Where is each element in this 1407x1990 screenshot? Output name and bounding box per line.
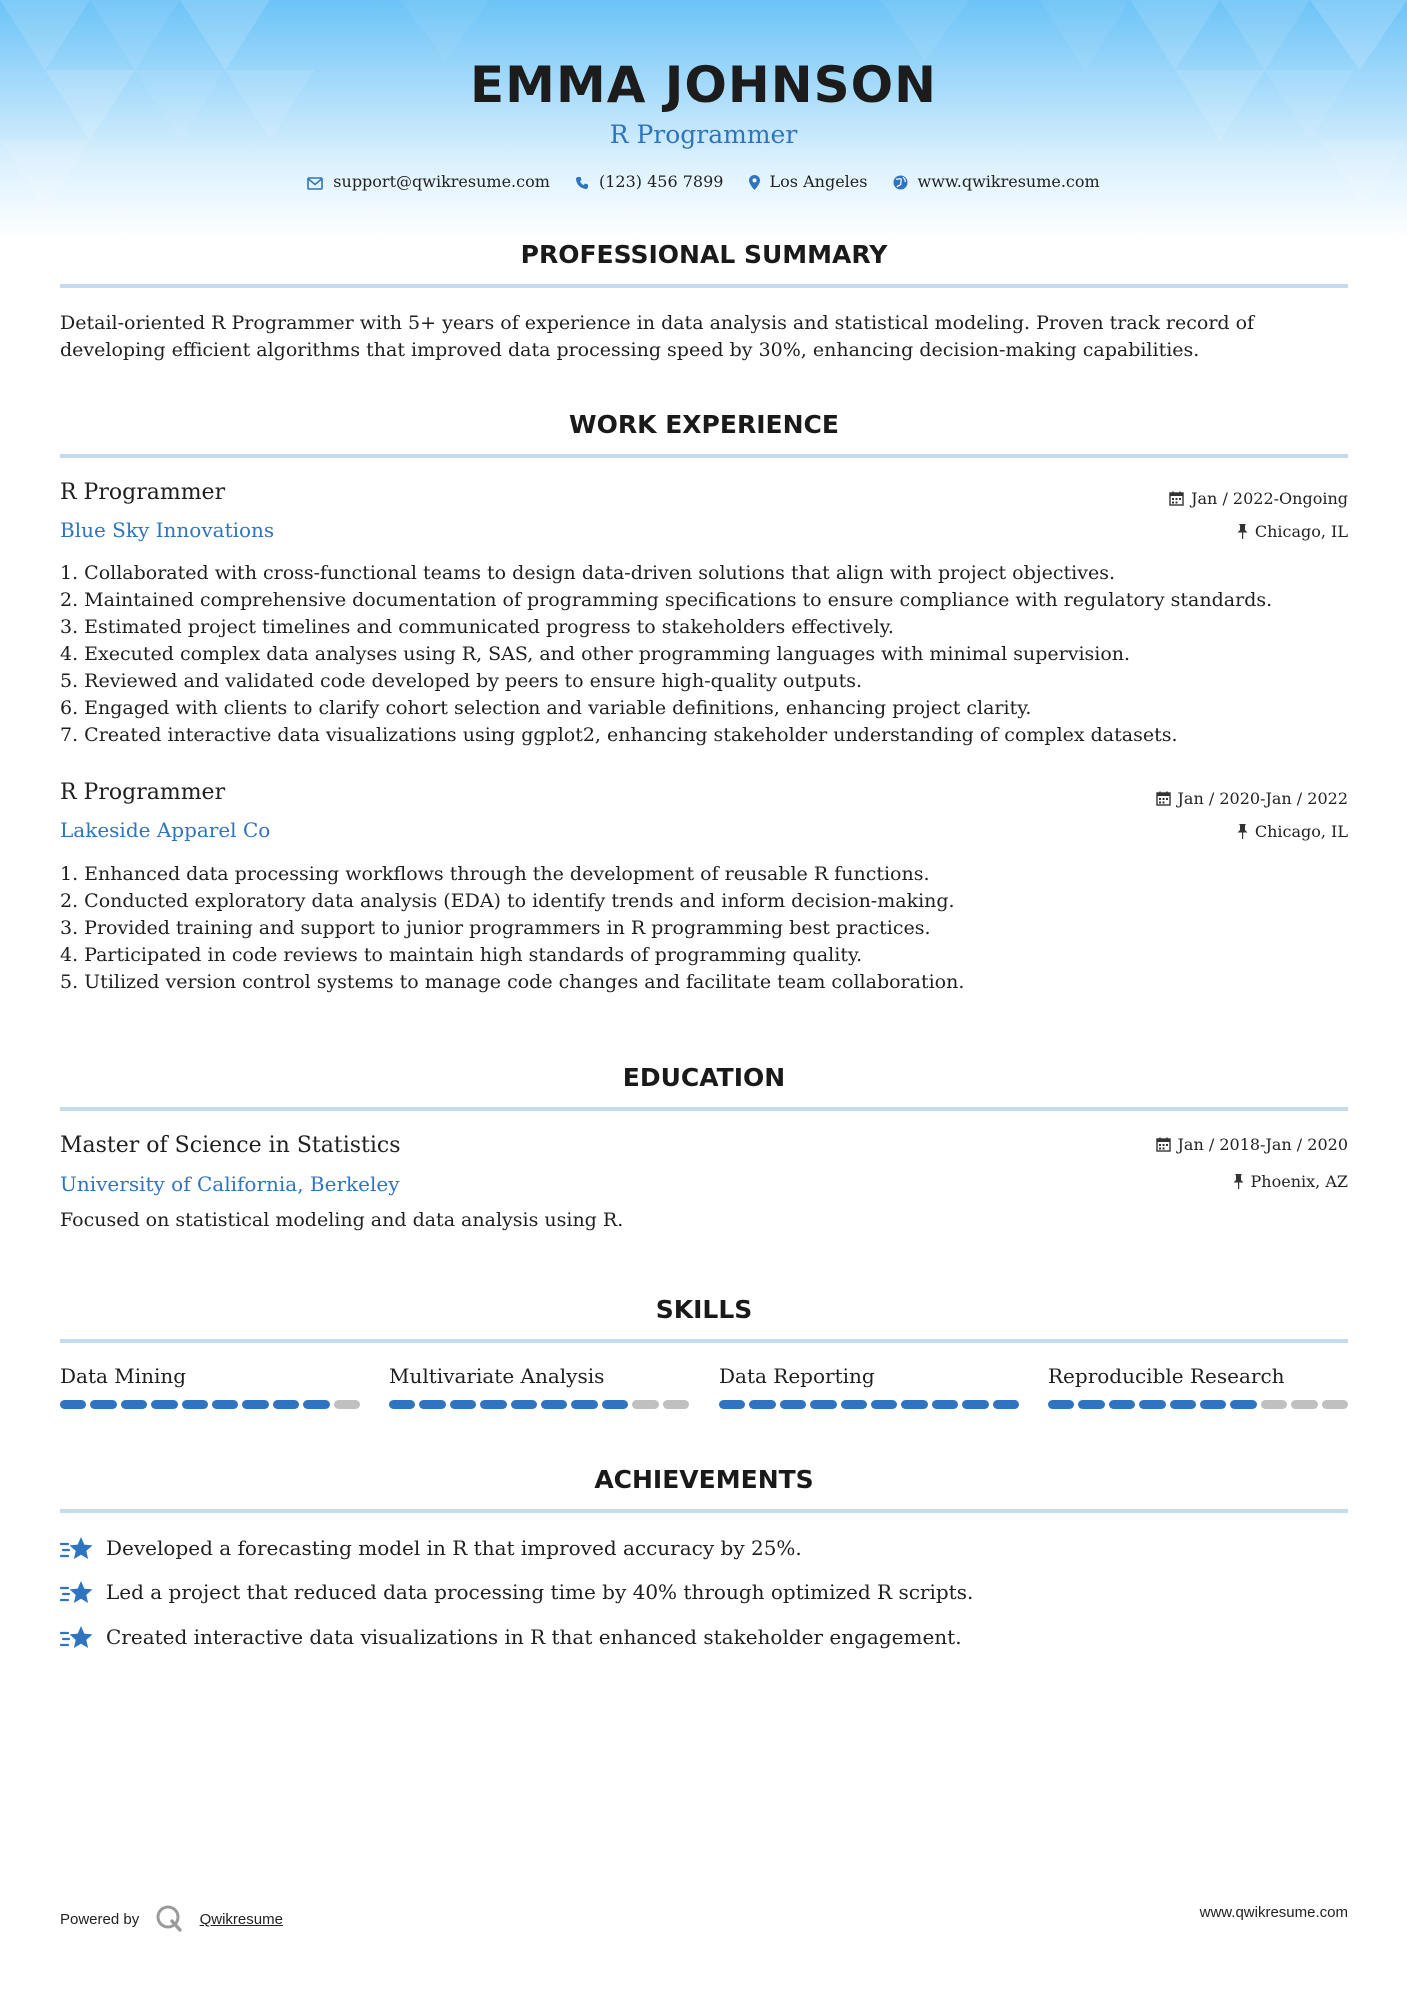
achievements-heading: ACHIEVEMENTS	[594, 1465, 814, 1494]
star-icon	[60, 1579, 94, 1612]
skill-segment-filled	[389, 1400, 415, 1409]
contact-email-text: support@qwikresume.com	[333, 172, 550, 191]
list-item: 5. Utilized version control systems to manage code changes and facilitate team collaboration.	[60, 971, 965, 993]
skill-segment-empty	[1322, 1400, 1348, 1409]
education-description: Focused on statistical modeling and data analysis using R.	[60, 1209, 624, 1231]
job-dates-text: Jan / 2020-Jan / 2022	[1177, 789, 1348, 808]
star-icon	[60, 1535, 94, 1568]
contact-phone-text: (123) 456 7899	[598, 172, 724, 191]
experience-divider	[60, 454, 1348, 458]
skill-segment-filled	[810, 1400, 836, 1409]
skill-label: Data Reporting	[719, 1364, 875, 1388]
skill-item	[60, 1364, 360, 1409]
pushpin-icon	[1237, 824, 1248, 843]
education-dates-text: Jan / 2018-Jan / 2020	[1177, 1135, 1348, 1154]
job-company: Lakeside Apparel Co	[60, 818, 271, 842]
job-location-text: Chicago, IL	[1254, 522, 1348, 541]
skill-segment-filled	[212, 1400, 238, 1409]
experience-heading: WORK EXPERIENCE	[569, 410, 839, 439]
skill-segment-filled	[60, 1400, 86, 1409]
list-item: 1. Collaborated with cross-functional teams to design data-driven solutions that align with project objectives.	[60, 562, 1116, 584]
skill-segment-filled	[993, 1400, 1019, 1409]
skill-segment-filled	[419, 1400, 445, 1409]
skill-segment-empty	[1261, 1400, 1287, 1409]
skill-segment-filled	[1078, 1400, 1104, 1409]
skill-segment-empty	[334, 1400, 360, 1409]
job-location	[1237, 822, 1348, 843]
list-item: 3. Provided training and support to junior programmers in R programming best practices.	[60, 917, 931, 939]
skill-segment-filled	[1048, 1400, 1074, 1409]
list-item: 7. Created interactive data visualizations using ggplot2, enhancing stakeholder understanding of complex datasets.	[60, 724, 1178, 746]
skill-level-bar	[60, 1400, 360, 1409]
job-bullet-list	[60, 560, 1360, 749]
list-item: 3. Estimated project timelines and communicated progress to stakeholders effectively.	[60, 616, 894, 638]
list-item: 2. Maintained comprehensive documentation of programming specifications to ensure compliance with regulatory standards.	[60, 589, 1273, 611]
achievement-item	[60, 1579, 1348, 1612]
skill-segment-filled	[871, 1400, 897, 1409]
calendar-icon	[1169, 491, 1184, 510]
star-icon	[60, 1624, 94, 1657]
job-title: R Programmer	[60, 480, 226, 505]
education-degree: Master of Science in Statistics	[60, 1133, 401, 1158]
job-bullet-list	[60, 861, 1360, 996]
contact-location-text: Los Angeles	[769, 172, 868, 191]
achievement-text: Led a project that reduced data processing time by 40% through optimized R scripts.	[106, 1580, 974, 1604]
skill-segment-filled	[932, 1400, 958, 1409]
job-location	[1237, 522, 1348, 543]
contact-email[interactable]	[307, 172, 550, 194]
list-item: 2. Conducted exploratory data analysis (EDA) to identify trends and inform decision-making.	[60, 890, 955, 912]
job-location-text: Chicago, IL	[1254, 822, 1348, 841]
skill-segment-filled	[242, 1400, 268, 1409]
skill-item	[719, 1364, 1019, 1409]
achievement-item	[60, 1535, 1348, 1568]
skill-segment-filled	[1200, 1400, 1226, 1409]
education-school: University of California, Berkeley	[60, 1172, 400, 1196]
footer-powered-by	[60, 1904, 283, 1936]
contact-website[interactable]	[893, 172, 1100, 194]
summary-text: Detail-oriented R Programmer with 5+ years of experience in data analysis and statistical modeling. Proven track record of developing efficient algorithms that improved data processing speed by 30%, enhancing decision-making capabilities.	[60, 312, 1255, 361]
achievement-text: Developed a forecasting model in R that improved accuracy by 25%.	[106, 1536, 802, 1560]
skill-segment-filled	[1230, 1400, 1256, 1409]
map-marker-icon	[749, 175, 760, 194]
job-title: R Programmer	[60, 780, 226, 805]
job-dates	[1169, 489, 1348, 510]
calendar-icon	[1156, 1137, 1171, 1156]
skill-segment-filled	[1139, 1400, 1165, 1409]
list-item: 6. Engaged with clients to clarify cohort selection and variable definitions, enhancing project clarity.	[60, 697, 1032, 719]
candidate-role: R Programmer	[609, 120, 798, 149]
education-dates	[1156, 1135, 1348, 1156]
job-dates	[1156, 789, 1348, 810]
contact-phone[interactable]	[575, 172, 723, 194]
skill-segment-filled	[901, 1400, 927, 1409]
skill-segment-filled	[719, 1400, 745, 1409]
summary-heading: PROFESSIONAL SUMMARY	[520, 240, 888, 269]
skill-segment-filled	[602, 1400, 628, 1409]
qwikresume-link[interactable]: Qwikresume	[199, 1911, 283, 1928]
pushpin-icon	[1233, 1174, 1244, 1193]
skill-segment-filled	[303, 1400, 329, 1409]
skill-segment-empty	[1291, 1400, 1317, 1409]
skill-segment-filled	[541, 1400, 567, 1409]
skill-segment-filled	[273, 1400, 299, 1409]
powered-by-label: Powered by	[60, 1911, 140, 1928]
list-item: 1. Enhanced data processing workflows through the development of reusable R functions.	[60, 863, 930, 885]
skills-divider	[60, 1339, 1348, 1343]
skill-item	[389, 1364, 689, 1409]
contact-website-text: www.qwikresume.com	[917, 172, 1100, 191]
skill-segment-filled	[450, 1400, 476, 1409]
skill-segment-filled	[121, 1400, 147, 1409]
footer-website[interactable]: www.qwikresume.com	[1199, 1904, 1348, 1921]
skill-segment-filled	[749, 1400, 775, 1409]
skill-segment-filled	[480, 1400, 506, 1409]
education-location	[1233, 1172, 1348, 1193]
skill-label: Multivariate Analysis	[389, 1364, 605, 1388]
skill-label: Reproducible Research	[1048, 1364, 1285, 1388]
skills-heading: SKILLS	[655, 1295, 753, 1324]
summary-divider	[60, 284, 1348, 288]
list-item: 4. Participated in code reviews to maintain high standards of programming quality.	[60, 944, 863, 966]
candidate-name: EMMA JOHNSON	[470, 56, 937, 114]
list-item: 5. Reviewed and validated code developed by peers to ensure high-quality outputs.	[60, 670, 863, 692]
education-heading: EDUCATION	[622, 1063, 786, 1092]
skill-segment-filled	[511, 1400, 537, 1409]
pushpin-icon	[1237, 524, 1248, 543]
skill-segment-filled	[90, 1400, 116, 1409]
job-dates-text: Jan / 2022-Ongoing	[1191, 489, 1348, 508]
achievement-item	[60, 1624, 1348, 1657]
education-divider	[60, 1107, 1348, 1111]
contact-location	[749, 172, 868, 194]
skill-segment-filled	[151, 1400, 177, 1409]
skill-level-bar	[719, 1400, 1019, 1409]
skill-segment-filled	[182, 1400, 208, 1409]
skill-segment-filled	[841, 1400, 867, 1409]
skill-segment-filled	[780, 1400, 806, 1409]
skill-segment-filled	[1170, 1400, 1196, 1409]
achievement-text: Created interactive data visualizations in R that enhanced stakeholder engagement.	[106, 1625, 962, 1649]
skill-segment-filled	[1109, 1400, 1135, 1409]
skill-level-bar	[1048, 1400, 1348, 1409]
skill-level-bar	[389, 1400, 689, 1409]
list-item: 4. Executed complex data analyses using R, SAS, and other programming languages with minimal supervision.	[60, 643, 1131, 665]
calendar-icon	[1156, 791, 1171, 810]
envelope-icon	[307, 175, 323, 194]
skill-segment-empty	[632, 1400, 658, 1409]
skill-item	[1048, 1364, 1348, 1409]
phone-icon	[575, 175, 589, 194]
qwikresume-logo-icon	[155, 1904, 183, 1936]
skill-segment-filled	[962, 1400, 988, 1409]
skill-segment-empty	[663, 1400, 689, 1409]
globe-icon	[893, 175, 908, 194]
skill-segment-filled	[571, 1400, 597, 1409]
skill-label: Data Mining	[60, 1364, 187, 1388]
achievements-divider	[60, 1509, 1348, 1513]
education-location-text: Phoenix, AZ	[1250, 1172, 1348, 1191]
contact-bar	[0, 172, 1407, 194]
job-company: Blue Sky Innovations	[60, 518, 275, 542]
